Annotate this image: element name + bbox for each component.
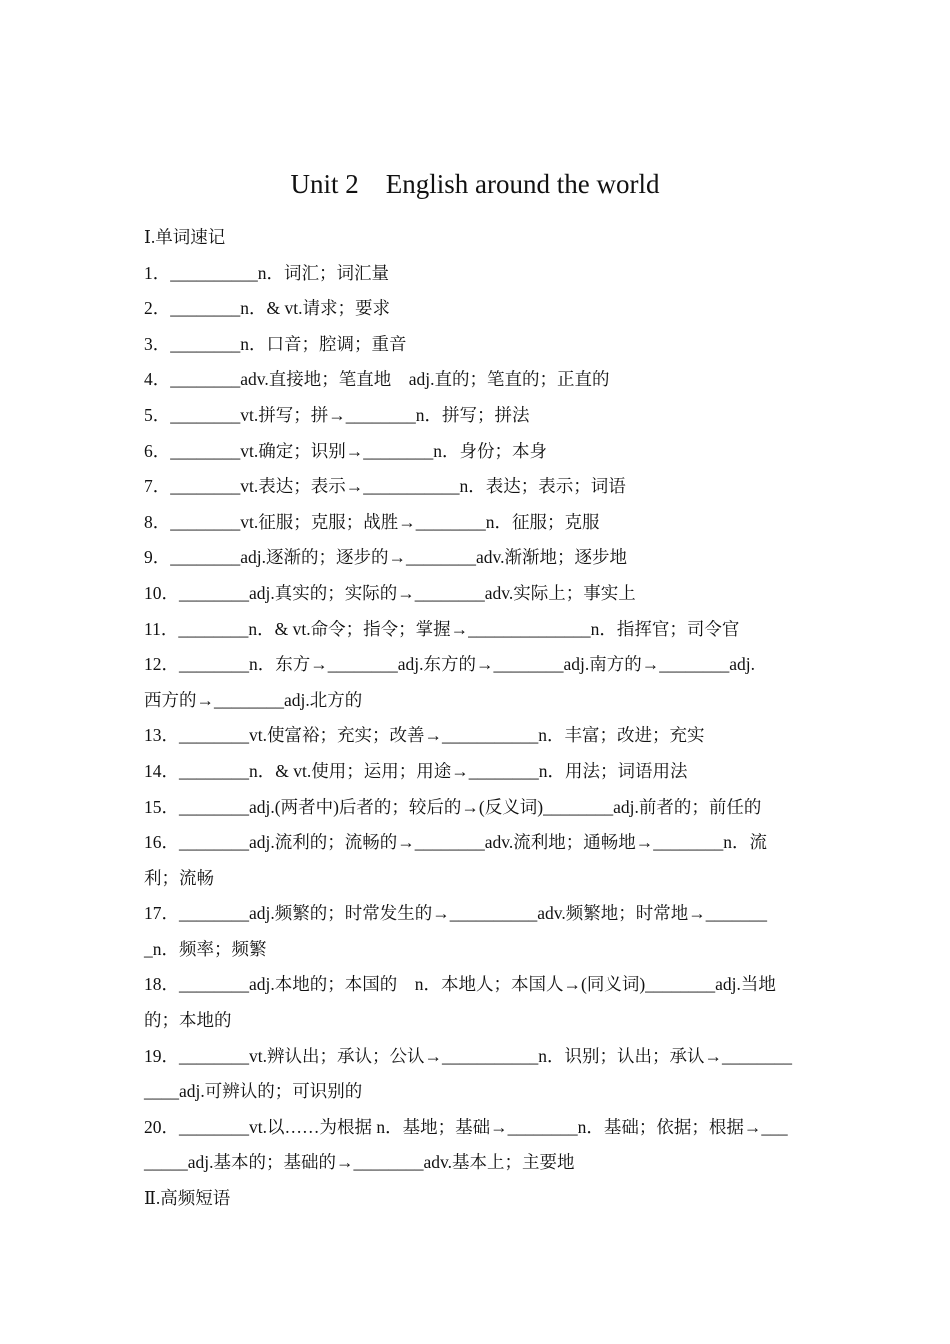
section-heading-vocab: Ⅰ.单词速记 (144, 227, 226, 247)
vocab-item-19-cont: ____adj.可辨认的；可识别的 (144, 1081, 363, 1102)
vocab-item-6: 6．________vt.确定；识别→________n．身份；本身 (144, 440, 547, 461)
vocab-item-3: 3．________n．口音；腔调；重音 (144, 333, 407, 354)
vocab-item-1: 1．__________n．词汇；词汇量 (144, 262, 389, 283)
vocab-list (144, 220, 809, 1217)
vocab-item-15: 15．________adj.(两者中)后者的；较后的→(反义词)________adj.前者的；前任的 (144, 796, 762, 817)
vocab-item-5: 5．________vt.拼写；拼→________n．拼写；拼法 (144, 404, 530, 425)
vocab-item-17: 17．________adj.频繁的；时常发生的→__________adv.频繁地；时常地→_______ (144, 903, 768, 924)
vocab-item-11: 11．________n．& vt.命令；指令；掌握→______________n．指挥官；司令官 (144, 618, 740, 639)
vocab-item-13: 13．________vt.使富裕；充实；改善→___________n．丰富；改进；充实 (144, 725, 705, 746)
vocab-item-4: 4．________adv.直接地；笔直地 adj.直的；笔直的；正直的 (144, 369, 610, 390)
vocab-item-8: 8．________vt.征服；克服；战胜→________n．征服；克服 (144, 511, 600, 532)
vocab-item-14: 14．________n．& vt.使用；运用；用途→________n．用法；词语用法 (144, 760, 688, 781)
vocab-item-10: 10．________adj.真实的；实际的→________adv.实际上；事实上 (144, 582, 636, 603)
vocab-item-18-cont: 的；本地的 (144, 1010, 232, 1031)
vocab-item-2: 2．________n．& vt.请求；要求 (144, 298, 390, 319)
vocab-item-7: 7．________vt.表达；表示→___________n．表达；表示；词语 (144, 476, 626, 497)
vocab-item-20-cont: _____adj.基本的；基础的→________adv.基本上；主要地 (144, 1152, 575, 1173)
vocab-item-18: 18．________adj.本地的；本国的 n．本地人；本国人→(同义词)________adj.当地 (144, 974, 776, 995)
section-heading-phrases: Ⅱ.高频短语 (144, 1188, 231, 1209)
vocab-item-12-cont: 西方的→________adj.北方的 (144, 689, 363, 710)
vocab-item-16: 16．________adj.流利的；流畅的→________adv.流利地；通畅地→________n．流 (144, 832, 768, 853)
vocab-item-9: 9．________adj.逐渐的；逐步的→________adv.渐渐地；逐步地 (144, 547, 628, 568)
page-title: Unit 2 English around the world (290, 169, 660, 199)
vocab-item-12: 12．________n．东方→________adj.东方的→________adj.南方的→________adj. (144, 654, 756, 675)
vocab-item-16-cont: 利；流畅 (144, 867, 214, 888)
vocab-item-20: 20．________vt.以……为根据 n．基地；基础→________n．基础；依据；根据→___ (144, 1116, 788, 1137)
vocab-item-19: 19．________vt.辨认出；承认；公认→___________n．识别；认出；承认→________ (144, 1045, 792, 1066)
vocab-item-17-cont: _n．频率；频繁 (144, 938, 267, 959)
